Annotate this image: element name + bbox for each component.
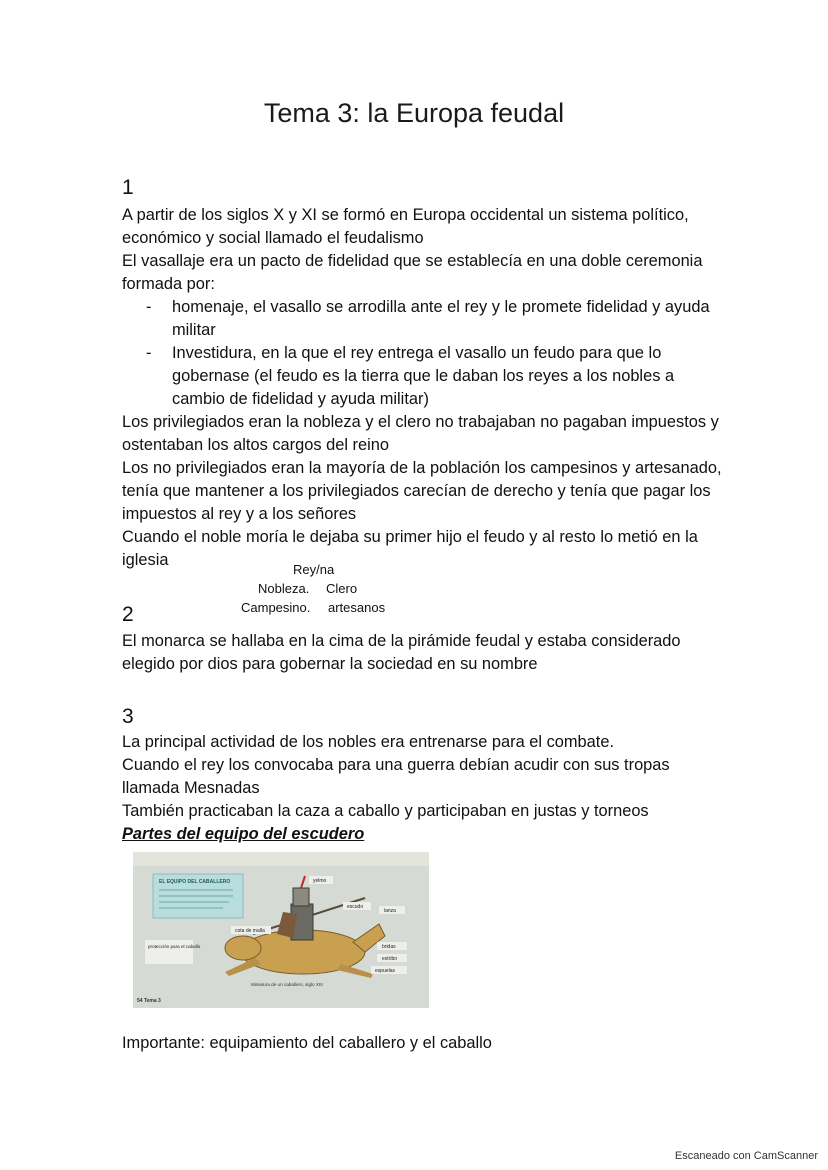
label-escudo: escudo [347, 904, 364, 910]
figure-caption: Miniatura de un caballero, siglo XIII [251, 982, 323, 987]
label-espuelas: espuelas [375, 968, 396, 974]
section-3-number: 3 [122, 705, 134, 728]
label-proteccion: protección para el caballo [148, 944, 201, 949]
section-3-paragraph: La principal actividad de los nobles era entrenarse para el combate. [122, 733, 615, 751]
section-3-body [122, 731, 722, 823]
subheading: Partes del equipo del escudero [122, 825, 365, 843]
knight-illustration-photo [133, 852, 429, 1008]
figure-page-number: 54 Tema 3 [137, 998, 161, 1004]
pyramid-bottom-left: Campesino. [241, 600, 311, 615]
label-bridas: bridas [382, 944, 396, 950]
section-3-paragraph: También practicaban la caza a caballo y participaban en justas y torneos [122, 802, 649, 820]
section-1-number: 1 [122, 176, 134, 199]
knight-illustration [133, 852, 429, 1008]
note: Importante: equipamiento del caballero y el caballo [122, 1034, 492, 1052]
label-lanza: lanza [384, 908, 396, 914]
section-3-paragraph: Cuando el rey los convocaba para una guerra debían acudir con sus tropas llamada Mesnadas [122, 756, 670, 797]
bullet-dash: - [146, 344, 152, 362]
section-1-paragraph: A partir de los siglos X y XI se formó en Europa occidental un sistema político, económico y social llamado el feudalismo [122, 206, 689, 247]
label-estribo: estribo [382, 956, 398, 962]
section-1-body [122, 204, 722, 572]
section-2-body [122, 630, 722, 676]
section-1-paragraph: Cuando el noble moría le dejaba su primer hijo el feudo y al resto lo metió en la iglesia [122, 528, 698, 569]
pyramid-top: Rey/na [293, 562, 335, 577]
section-1-paragraph: Los privilegiados eran la nobleza y el clero no trabajaban no pagaban impuestos y ostentaban los altos cargos del reino [122, 413, 719, 454]
pyramid-middle-right: Clero [326, 581, 358, 596]
pyramid-middle-left: Nobleza. [258, 581, 310, 596]
pyramid-bottom-right: artesanos [328, 600, 386, 615]
section-1-paragraph: Los no privilegiados eran la mayoría de la población los campesinos y artesanado, tenía que mantener a los privilegiados carecían de derecho y tenía que pagar los impuestos al rey y a los señores [122, 459, 722, 523]
label-yelmo: yelmo [313, 878, 327, 884]
section-2-number: 2 [122, 603, 134, 626]
scanner-watermark: Escaneado con CamScanner [674, 1150, 818, 1162]
figure-box-title: EL EQUIPO DEL CABALLERO [159, 879, 231, 885]
label-cota: cota de malla [235, 928, 265, 934]
bullet-item [122, 342, 722, 411]
bullet-text: Investidura, en la que el rey entrega el vasallo un feudo para que lo gobernase (el feudo es la tierra que le daban los reyes a los nobles a cambio de fidelidad y ayuda militar) [172, 344, 675, 408]
bullet-item [122, 296, 722, 342]
bullet-dash: - [146, 298, 152, 316]
bullet-text: homenaje, el vasallo se arrodilla ante el rey y le promete fidelidad y ayuda militar [172, 298, 710, 339]
page-title: Tema 3: la Europa feudal [263, 98, 565, 128]
section-2-paragraph: El monarca se hallaba en la cima de la pirámide feudal y estaba considerado elegido por dios para gobernar la sociedad en su nombre [122, 632, 681, 673]
section-1-paragraph: El vasallaje era un pacto de fidelidad que se establecía en una doble ceremonia formada por: [122, 252, 703, 293]
